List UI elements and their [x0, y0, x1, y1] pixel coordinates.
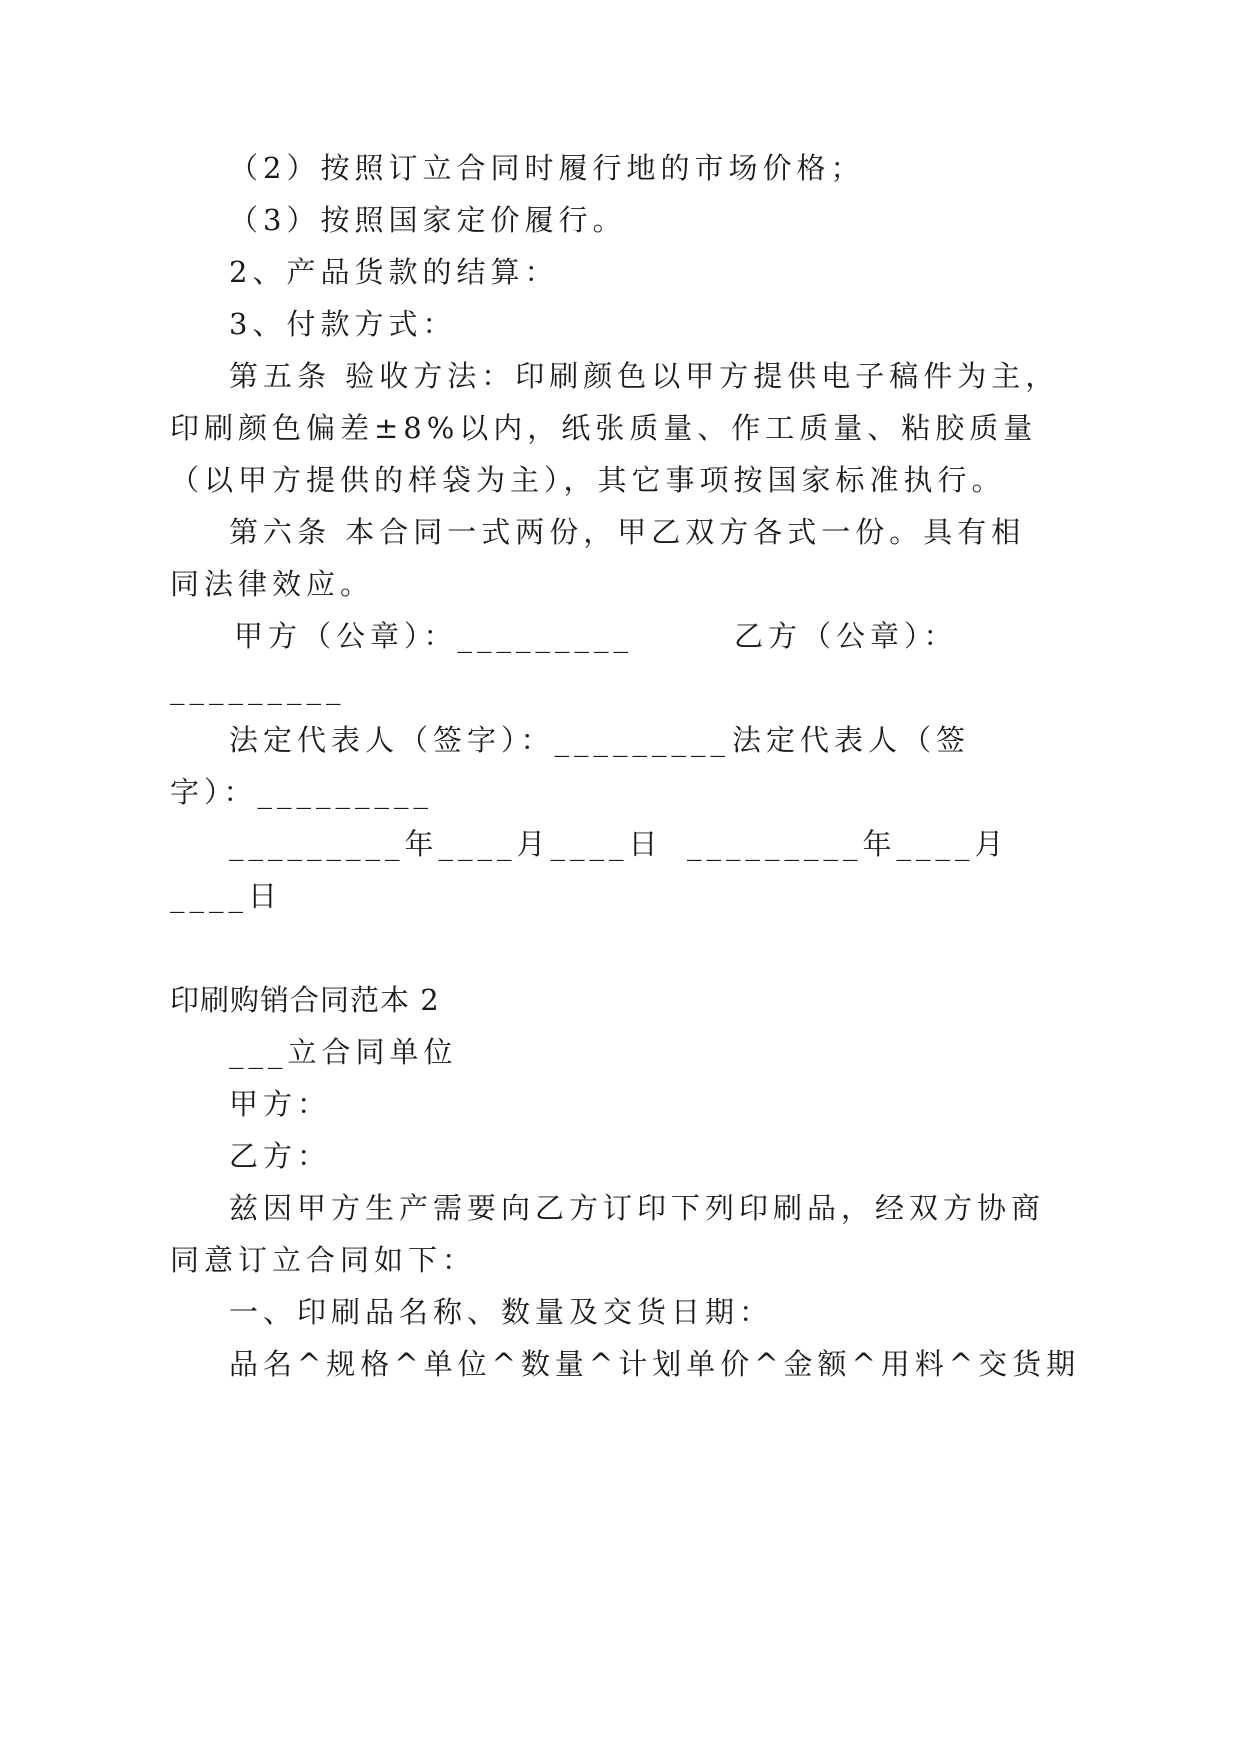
party-b-representative: 法定代表人（签	[732, 723, 971, 757]
party-b-seal: 乙方（公章）：	[734, 619, 958, 653]
text-line-party-a: 甲方：	[229, 1087, 332, 1121]
party-b-date: _________年____月	[687, 827, 1009, 861]
text-line-article5: 第五条 验收方法：印刷颜色以甲方提供电子稿件为主，	[229, 359, 1060, 393]
party-a-seal: 甲方（公章）：_________	[234, 619, 634, 653]
text-line-party-b: 乙方：	[229, 1139, 332, 1173]
text-line-item1: 一、印刷品名称、数量及交货日期：	[229, 1295, 774, 1329]
party-a-representative: 法定代表人（签字）：_________	[229, 723, 731, 757]
text-line-article5-cont2: （以甲方提供的样袋为主），其它事项按国家标准执行。	[170, 463, 1006, 497]
text-line-contract-parties: ___立合同单位	[229, 1035, 458, 1069]
party-b-representative-cont: 字）：_________	[170, 775, 434, 809]
text-line-payment: 3、付款方式：	[229, 307, 457, 341]
party-b-date-cont: ____日	[170, 879, 283, 913]
text-line-preamble: 兹因甲方生产需要向乙方订印下列印刷品，经双方协商	[229, 1191, 1046, 1225]
text-line-article6: 第六条 本合同一式两份，甲乙双方各式一份。具有相	[229, 515, 1026, 549]
text-line-settlement: 2、产品货款的结算：	[229, 255, 559, 289]
text-line-article6-cont: 同法律效应。	[170, 567, 375, 601]
text-line-article5-cont1: 印刷颜色偏差±8%以内，纸张质量、作工质量、粘胶质量	[170, 411, 1038, 445]
party-b-seal-blank: _________	[170, 671, 346, 705]
text-line-item-columns: 品名^规格^单位^数量^计划单价^金额^用料^交货期	[229, 1347, 1081, 1381]
text-line-preamble-cont: 同意订立合同如下：	[170, 1243, 477, 1277]
section-title: 印刷购销合同范本 2	[170, 983, 440, 1017]
text-line-price-state: （3）按照国家定价履行。	[229, 203, 627, 237]
party-a-date: _________年____月____日	[229, 827, 663, 861]
text-line-price-market: （2）按照订立合同时履行地的市场价格；	[229, 151, 865, 185]
